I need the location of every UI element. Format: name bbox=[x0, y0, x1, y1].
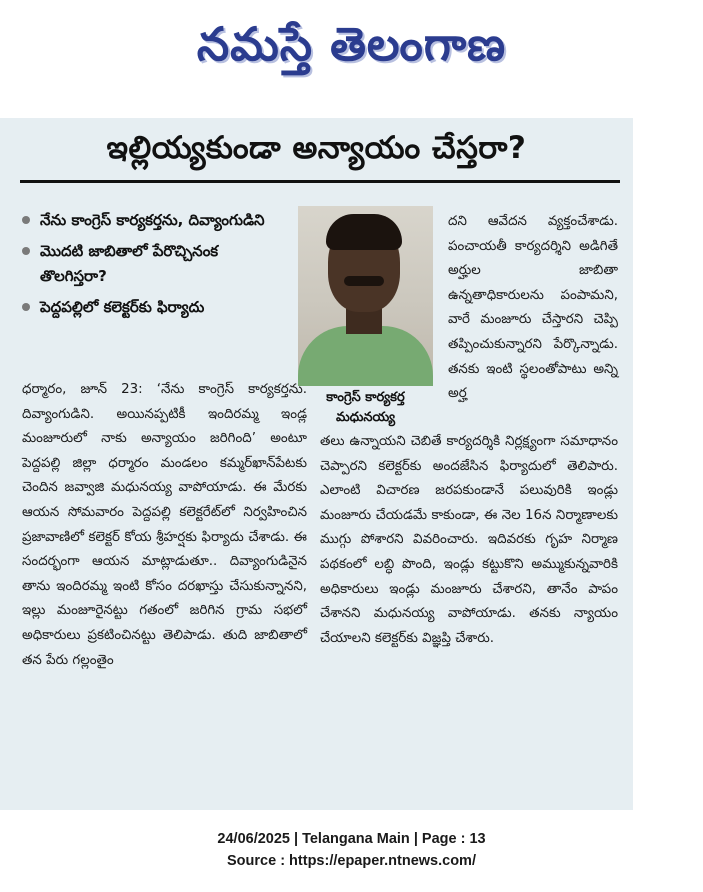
masthead bbox=[0, 0, 703, 100]
footer-date-line: 24/06/2025 | Telangana Main | Page : 13 bbox=[217, 831, 486, 847]
headline-divider bbox=[20, 180, 620, 183]
masthead-title: నమస్తే తెలంగాణ bbox=[196, 17, 507, 71]
bullet-list bbox=[22, 208, 290, 326]
news-clipping bbox=[0, 118, 633, 810]
photo-hair bbox=[326, 214, 402, 250]
person-photo bbox=[298, 206, 433, 386]
footer bbox=[0, 828, 703, 872]
footer-source-line: Source : https://epaper.ntnews.com/ bbox=[227, 853, 476, 869]
photo-mustache bbox=[344, 276, 384, 286]
bullet-item: పెద్దపల్లిలో కలెక్టర్‌కు ఫిర్యాదు bbox=[22, 295, 290, 320]
bullet-item: మొదటి జాబితాలో పేరొచ్చినంక తొలగిస్తరా? bbox=[22, 239, 290, 289]
article-headline: ఇల్లియ్యకుండా అన్యాయం చేస్తరా? bbox=[106, 130, 527, 166]
article-body-bottom: తలు ఉన్నాయని చెబితే కార్యదర్శికి నిర్లక్ష్యంగా సమాధానం చెప్పారని కలెక్టర్‌కు అందజేసిన ఫిర్యాదులో తెలిపారు. ఎలాంటి విచారణ జరపకుండానే పలువురికి ఇండ్లు మంజూరు చేయడమే కాకుండా, ఈ నెల 16న నిర్మాణాలకు ముగ్గు పోశారని వివరించారు. ఇదివరకు గృహ నిర్మాణ పథకంలో లబ్ధి పొంది, ఇండ్లు కట్టుకొని అమ్ముకున్నవారికి అధికారులు ఇండ్లు మంజూరు చేశారని, తానేం పాపం చేశానని మధునయ్య వాపోయాడు. తనకు న్యాయం చేయాలని కలెక్టర్‌కు విజ్ఞప్తి చేశారు. bbox=[320, 434, 618, 646]
photo-shirt bbox=[298, 326, 433, 386]
article-body-left: ధర్మారం, జూన్ 23: ‘నేను కాంగ్రెస్ కార్యకర్తను. దివ్యాంగుడిని. అయినప్పటికీ ఇందిరమ్మ ఇండ్ల మంజూరులో నాకు అన్యాయం జరిగింది’ అంటూ పెద్దపల్లి జిల్లా ధర్మారం మండలం కమ్మర్‌ఖాన్‌పేటకు చెందిన జవ్వాజి మధునయ్య వాపోయాడు. ఈ మేరకు ఆయన సోమవారం పెద్దపల్లి కలెక్టరేట్‌లో నిర్వహించిన ప్రజావాణిలో కలెక్టర్ కోయ శ్రీహర్షకు ఫిర్యాదు చేశాడు. ఈ సందర్భంగా ఆయన మాట్లాడుతూ.. దివ్యాంగుడినైన తాను ఇందిరమ్మ ఇంటి కోసం దరఖాస్తు చేసుకున్నానని, ఇల్లు మంజూరైనట్టు గతంలో జరిగిన గ్రామ సభలో అధికారులు ప్రకటించినట్టు తెలిపాడు. తుది జాబితాలో తన పేరు గల్లంతైం bbox=[22, 382, 307, 668]
article-body-right: దని ఆవేదన వ్యక్తంచేశాడు. పంచాయతీ కార్యదర్శిని అడిగితే అర్హుల జాబితా ఉన్నతాధికారులను పంపామని, వారే మంజూరు చేస్తారని చెప్పి తప్పించుకున్నారని పేర్కొన్నాడు. తనకు ఇంటి స్థలంతోపాటు అన్ని అర్హ bbox=[448, 214, 618, 402]
bullet-item: నేను కాంగ్రెస్ కార్యకర్తను, దివ్యాంగుడిని bbox=[22, 208, 290, 233]
photo-caption: కాంగ్రెస్ కార్యకర్త మధునయ్య bbox=[326, 390, 405, 425]
